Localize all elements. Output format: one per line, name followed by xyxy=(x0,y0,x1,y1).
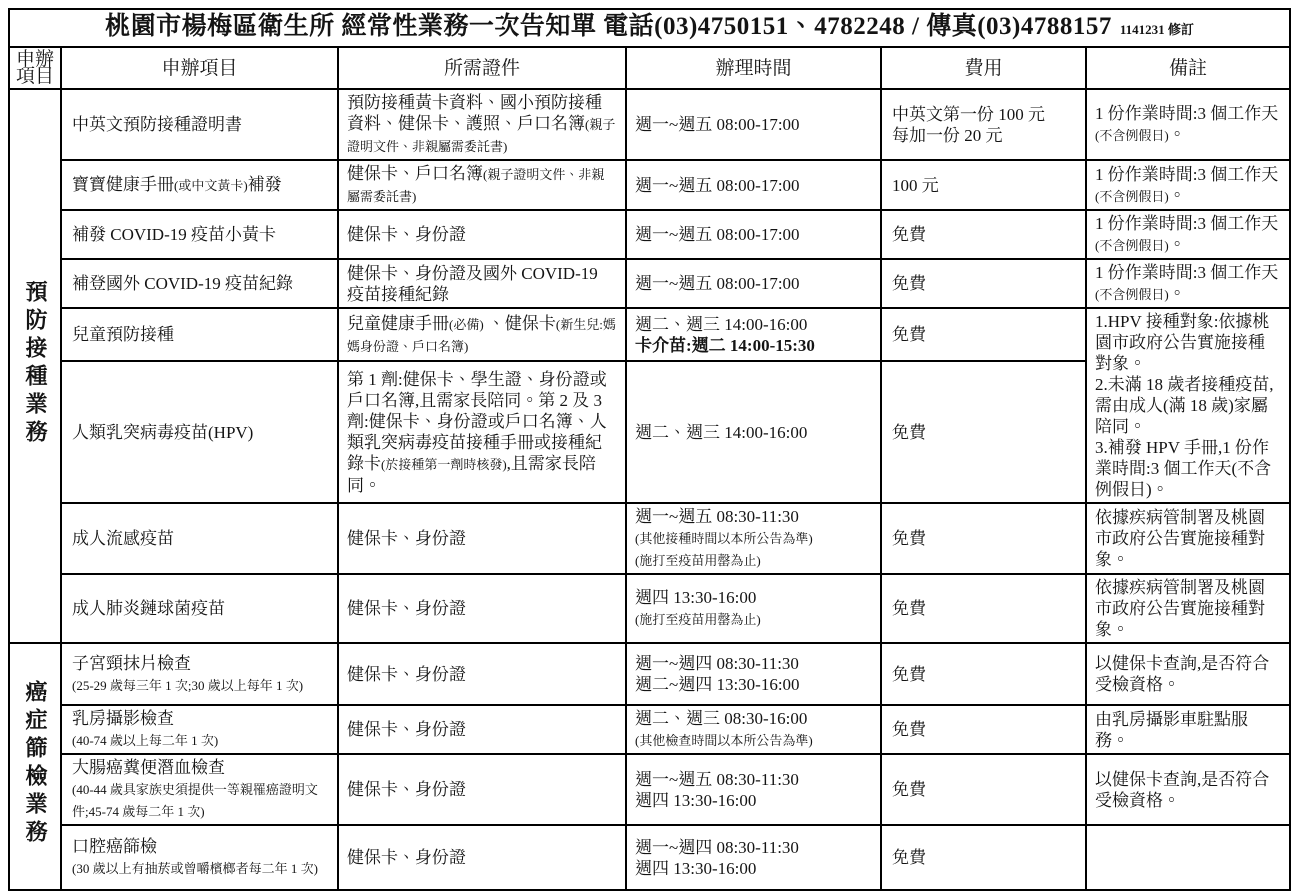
text-segment: 週一~週四 08:30-11:30 xyxy=(635,837,799,857)
text-segment: 。 xyxy=(1168,185,1186,205)
text-segment: 週二~週四 13:30-16:00 xyxy=(635,675,800,694)
text-segment: (不含例假日) xyxy=(1095,128,1169,143)
text-segment: 每加一份 20 元 xyxy=(892,125,1003,145)
text-segment: 健保卡、身份證 xyxy=(347,720,466,739)
header-notes: 備註 xyxy=(1086,47,1290,89)
fee-cell xyxy=(881,308,1086,361)
notes-cell xyxy=(1086,89,1290,160)
documents-cell xyxy=(338,308,626,361)
text-segment: 成人流感疫苗 xyxy=(72,529,174,548)
text-segment: 3.補發 HPV 手冊,1 份作業時間:3 個工作天(不含例假日)。 xyxy=(1095,438,1272,499)
text-segment: 人類乳突病毒疫苗(HPV) xyxy=(72,422,254,442)
text-segment: (30 歲以上有抽菸或曾嚼檳榔者每二年 1 次) xyxy=(72,861,318,876)
text-segment: 週一~週五 08:30-11:30 xyxy=(635,769,799,789)
text-segment: 1 份作業時間:3 個工作天 xyxy=(1095,104,1279,123)
text-segment: 週一~週五 08:00-17:00 xyxy=(635,175,800,195)
text-segment: 週一~週四 08:30-11:30 xyxy=(635,654,799,673)
text-segment: 依據疾病管制署及桃園市政府公告實施接種對象。 xyxy=(1095,578,1265,639)
documents-cell xyxy=(338,89,626,160)
text-segment: 週二、週三 08:30-16:00 xyxy=(635,709,808,728)
text-segment: 成人肺炎鏈球菌疫苗 xyxy=(72,599,225,618)
text-segment: 中英文第一份 100 元 xyxy=(892,104,1045,124)
time-cell xyxy=(626,259,881,308)
documents-cell xyxy=(338,210,626,259)
text-segment: 口腔癌篩檢 xyxy=(72,837,157,856)
text-segment: (40-44 歲具家族史須提供一等親罹癌證明文件;45-74 歲每二年 1 次) xyxy=(72,782,318,819)
category-cell xyxy=(9,643,61,890)
time-cell xyxy=(626,705,881,754)
item-cell xyxy=(61,210,338,259)
time-cell xyxy=(626,825,881,890)
header-fee: 費用 xyxy=(881,47,1086,89)
revision-note: 1141231 修訂 xyxy=(1119,22,1194,38)
notes-cell xyxy=(1086,643,1290,705)
header-documents: 所需證件 xyxy=(338,47,626,89)
item-cell xyxy=(61,643,338,705)
item-cell xyxy=(61,89,338,160)
services-table xyxy=(8,8,1291,891)
time-cell xyxy=(626,643,881,705)
table-row xyxy=(9,259,1290,308)
text-segment: 週二、週三 14:00-16:00 xyxy=(635,422,808,442)
notes-cell xyxy=(1086,308,1290,503)
category-label: 癌症篩檢業務 xyxy=(23,680,48,848)
text-segment: (施打至疫苗用罄為止) xyxy=(635,553,761,568)
text-segment: 乳房攝影檢查 xyxy=(72,709,174,728)
text-segment: 週二、週三 14:00-16:00 xyxy=(635,314,808,334)
text-segment: 免費 xyxy=(892,325,926,345)
text-segment: 由乳房攝影車駐點服務。 xyxy=(1095,709,1248,750)
table-row xyxy=(9,754,1290,825)
text-segment: (25-29 歲每三年 1 次;30 歲以上每年 1 次) xyxy=(72,677,304,693)
text-segment: 健保卡、身份證及國外 COVID-19 疫苗接種紀錄 xyxy=(347,263,598,304)
category-cell xyxy=(9,89,61,643)
text-segment: 兒童健康手冊 xyxy=(347,313,449,333)
text-segment: 健保卡、身份證 xyxy=(347,780,466,799)
fee-cell xyxy=(881,574,1086,643)
item-cell xyxy=(61,754,338,825)
text-segment: 1 份作業時間:3 個工作天 xyxy=(1095,214,1279,233)
documents-cell xyxy=(338,574,626,643)
text-segment: (親子證明文件、非親屬需委託書) xyxy=(347,117,616,154)
table-row xyxy=(9,89,1290,160)
item-cell xyxy=(61,503,338,574)
time-cell xyxy=(626,503,881,574)
text-segment: 兒童預防接種 xyxy=(72,325,174,345)
text-segment: ,且需家長陪同。 xyxy=(347,453,596,495)
text-segment: 第 1 劑:健保卡、學生證、身份證或戶口名簿,且需家長陪同。第 2 及 3 劑:健保卡、身份證或戶口名簿、人類乳突病毒疫苗接種手冊或接種紀錄卡 xyxy=(347,369,607,473)
text-segment: 補發 COVID-19 疫苗小黃卡 xyxy=(72,225,276,244)
text-segment: 免費 xyxy=(892,780,926,799)
item-cell xyxy=(61,825,338,890)
text-segment: (於接種第一劑時核發) xyxy=(381,456,507,472)
documents-cell xyxy=(338,754,626,825)
documents-cell xyxy=(338,259,626,308)
documents-cell xyxy=(338,160,626,210)
text-segment: 補發 xyxy=(247,175,282,194)
text-segment: 。 xyxy=(1168,235,1186,254)
text-segment: 免費 xyxy=(892,664,926,684)
text-segment: 週一~週五 08:00-17:00 xyxy=(635,274,800,293)
header-item: 申辦項目 xyxy=(61,47,338,89)
text-segment: 免費 xyxy=(892,422,926,442)
documents-cell xyxy=(338,643,626,705)
time-cell xyxy=(626,210,881,259)
item-cell xyxy=(61,259,338,308)
fee-cell xyxy=(881,754,1086,825)
fee-cell xyxy=(881,89,1086,160)
page-title: 桃園市楊梅區衛生所 經常性業務一次告知單 電話(03)4750151、4782248 / 傳真(03)4788157 xyxy=(105,12,1112,40)
documents-cell xyxy=(338,361,626,503)
notes-cell xyxy=(1086,503,1290,574)
item-cell xyxy=(61,705,338,754)
text-segment: 免費 xyxy=(892,599,926,618)
header-time: 辦理時間 xyxy=(626,47,881,89)
header-category: 申辦項目 xyxy=(9,47,61,89)
documents-cell xyxy=(338,503,626,574)
text-segment: 免費 xyxy=(892,274,926,293)
text-segment: 補登國外 COVID-19 疫苗紀錄 xyxy=(72,274,293,293)
time-cell xyxy=(626,574,881,643)
text-segment: (親子證明文件、非親屬需委託書) xyxy=(347,167,605,204)
item-cell xyxy=(61,361,338,503)
text-segment: 中英文預防接種證明書 xyxy=(72,115,242,134)
text-segment: 健保卡、身份證 xyxy=(347,664,466,684)
text-segment: (施打至疫苗用罄為止) xyxy=(635,612,761,627)
text-segment: 1.HPV 接種對象:依據桃園市政府公告實施接種對象。 xyxy=(1095,312,1270,373)
text-segment: 週四 13:30-16:00 xyxy=(635,858,757,878)
fee-cell xyxy=(881,361,1086,503)
text-segment: (其他接種時間以本所公告為準) xyxy=(635,531,813,546)
text-segment: (不含例假日) xyxy=(1095,188,1169,204)
text-segment: 健保卡、身份證 xyxy=(347,599,466,618)
fee-cell xyxy=(881,210,1086,259)
time-cell xyxy=(626,160,881,210)
text-segment: 健保卡、身份證 xyxy=(347,225,466,244)
fee-cell xyxy=(881,643,1086,705)
table-row xyxy=(9,503,1290,574)
fee-cell xyxy=(881,705,1086,754)
text-segment: 1 份作業時間:3 個工作天 xyxy=(1095,263,1279,282)
fee-cell xyxy=(881,259,1086,308)
category-label: 預防接種業務 xyxy=(23,279,48,448)
header-row xyxy=(9,47,1290,89)
text-segment: (或中文黃卡) xyxy=(174,178,248,193)
text-segment: 、健保卡 xyxy=(483,313,556,333)
text-segment: 免費 xyxy=(892,848,926,867)
text-segment: 依據疾病管制署及桃園市政府公告實施接種對象。 xyxy=(1095,508,1265,569)
notes-cell xyxy=(1086,160,1290,210)
time-cell xyxy=(626,308,881,361)
title-cell xyxy=(9,9,1290,47)
notes-cell xyxy=(1086,705,1290,754)
text-segment: 週一~週五 08:00-17:00 xyxy=(635,225,800,244)
title-row xyxy=(9,9,1290,47)
table-row xyxy=(9,210,1290,259)
table-row xyxy=(9,705,1290,754)
time-cell xyxy=(626,89,881,160)
text-segment: 2.未滿 18 歲者接種疫苗,需由成人(滿 18 歲)家屬陪同。 xyxy=(1095,375,1274,436)
text-segment: (40-74 歲以上每二年 1 次) xyxy=(72,733,219,748)
documents-cell xyxy=(338,825,626,890)
text-segment: (不含例假日) xyxy=(1095,238,1169,253)
text-segment: 健保卡、身份證 xyxy=(347,848,466,867)
text-segment: 免費 xyxy=(892,225,926,244)
time-cell xyxy=(626,361,881,503)
notes-cell xyxy=(1086,754,1290,825)
text-segment: 週四 13:30-16:00 xyxy=(635,790,757,810)
table-row xyxy=(9,825,1290,890)
text-segment: 寶寶健康手冊 xyxy=(72,175,174,194)
text-segment: 子宮頸抹片檢查 xyxy=(72,653,191,673)
table-row xyxy=(9,574,1290,643)
item-cell xyxy=(61,574,338,643)
time-cell xyxy=(626,754,881,825)
text-segment: 週四 13:30-16:00 xyxy=(635,588,757,607)
text-segment: 免費 xyxy=(892,720,926,739)
fee-cell xyxy=(881,503,1086,574)
text-segment: 。 xyxy=(1168,284,1186,303)
text-segment: 以健保卡查詢,是否符合受檢資格。 xyxy=(1095,654,1270,694)
item-cell xyxy=(61,160,338,210)
table-row xyxy=(9,160,1290,210)
text-segment: (新生兒:媽媽身份證、戶口名簿) xyxy=(347,316,616,354)
notes-cell xyxy=(1086,825,1290,890)
documents-cell xyxy=(338,705,626,754)
text-segment: 預防接種黃卡資料、國小預防接種資料、健保卡、護照、戶口名簿 xyxy=(347,93,602,133)
text-segment: (必備) xyxy=(449,316,484,332)
fee-cell xyxy=(881,160,1086,210)
item-cell xyxy=(61,308,338,361)
text-segment: 。 xyxy=(1168,125,1186,144)
fee-cell xyxy=(881,825,1086,890)
text-segment: 卡介苗:週二 14:00-15:30 xyxy=(635,335,815,355)
text-segment: 大腸癌糞便潛血檢查 xyxy=(72,758,225,777)
table-row xyxy=(9,308,1290,361)
text-segment: 健保卡、戶口名簿 xyxy=(347,164,483,183)
text-segment: 健保卡、身份證 xyxy=(347,529,466,548)
text-segment: 以健保卡查詢,是否符合受檢資格。 xyxy=(1095,769,1270,810)
notes-cell xyxy=(1086,259,1290,308)
table-body xyxy=(9,89,1290,890)
text-segment: 週一~週五 08:30-11:30 xyxy=(635,507,799,526)
text-segment: 1 份作業時間:3 個工作天 xyxy=(1095,164,1279,184)
notes-cell xyxy=(1086,574,1290,643)
text-segment: (不含例假日) xyxy=(1095,287,1169,302)
text-segment: 100 元 xyxy=(892,175,939,195)
text-segment: (其他檢查時間以本所公告為準) xyxy=(635,733,813,748)
text-segment: 週一~週五 08:00-17:00 xyxy=(635,115,800,134)
text-segment: 免費 xyxy=(892,529,926,548)
notes-cell xyxy=(1086,210,1290,259)
table-row xyxy=(9,643,1290,705)
